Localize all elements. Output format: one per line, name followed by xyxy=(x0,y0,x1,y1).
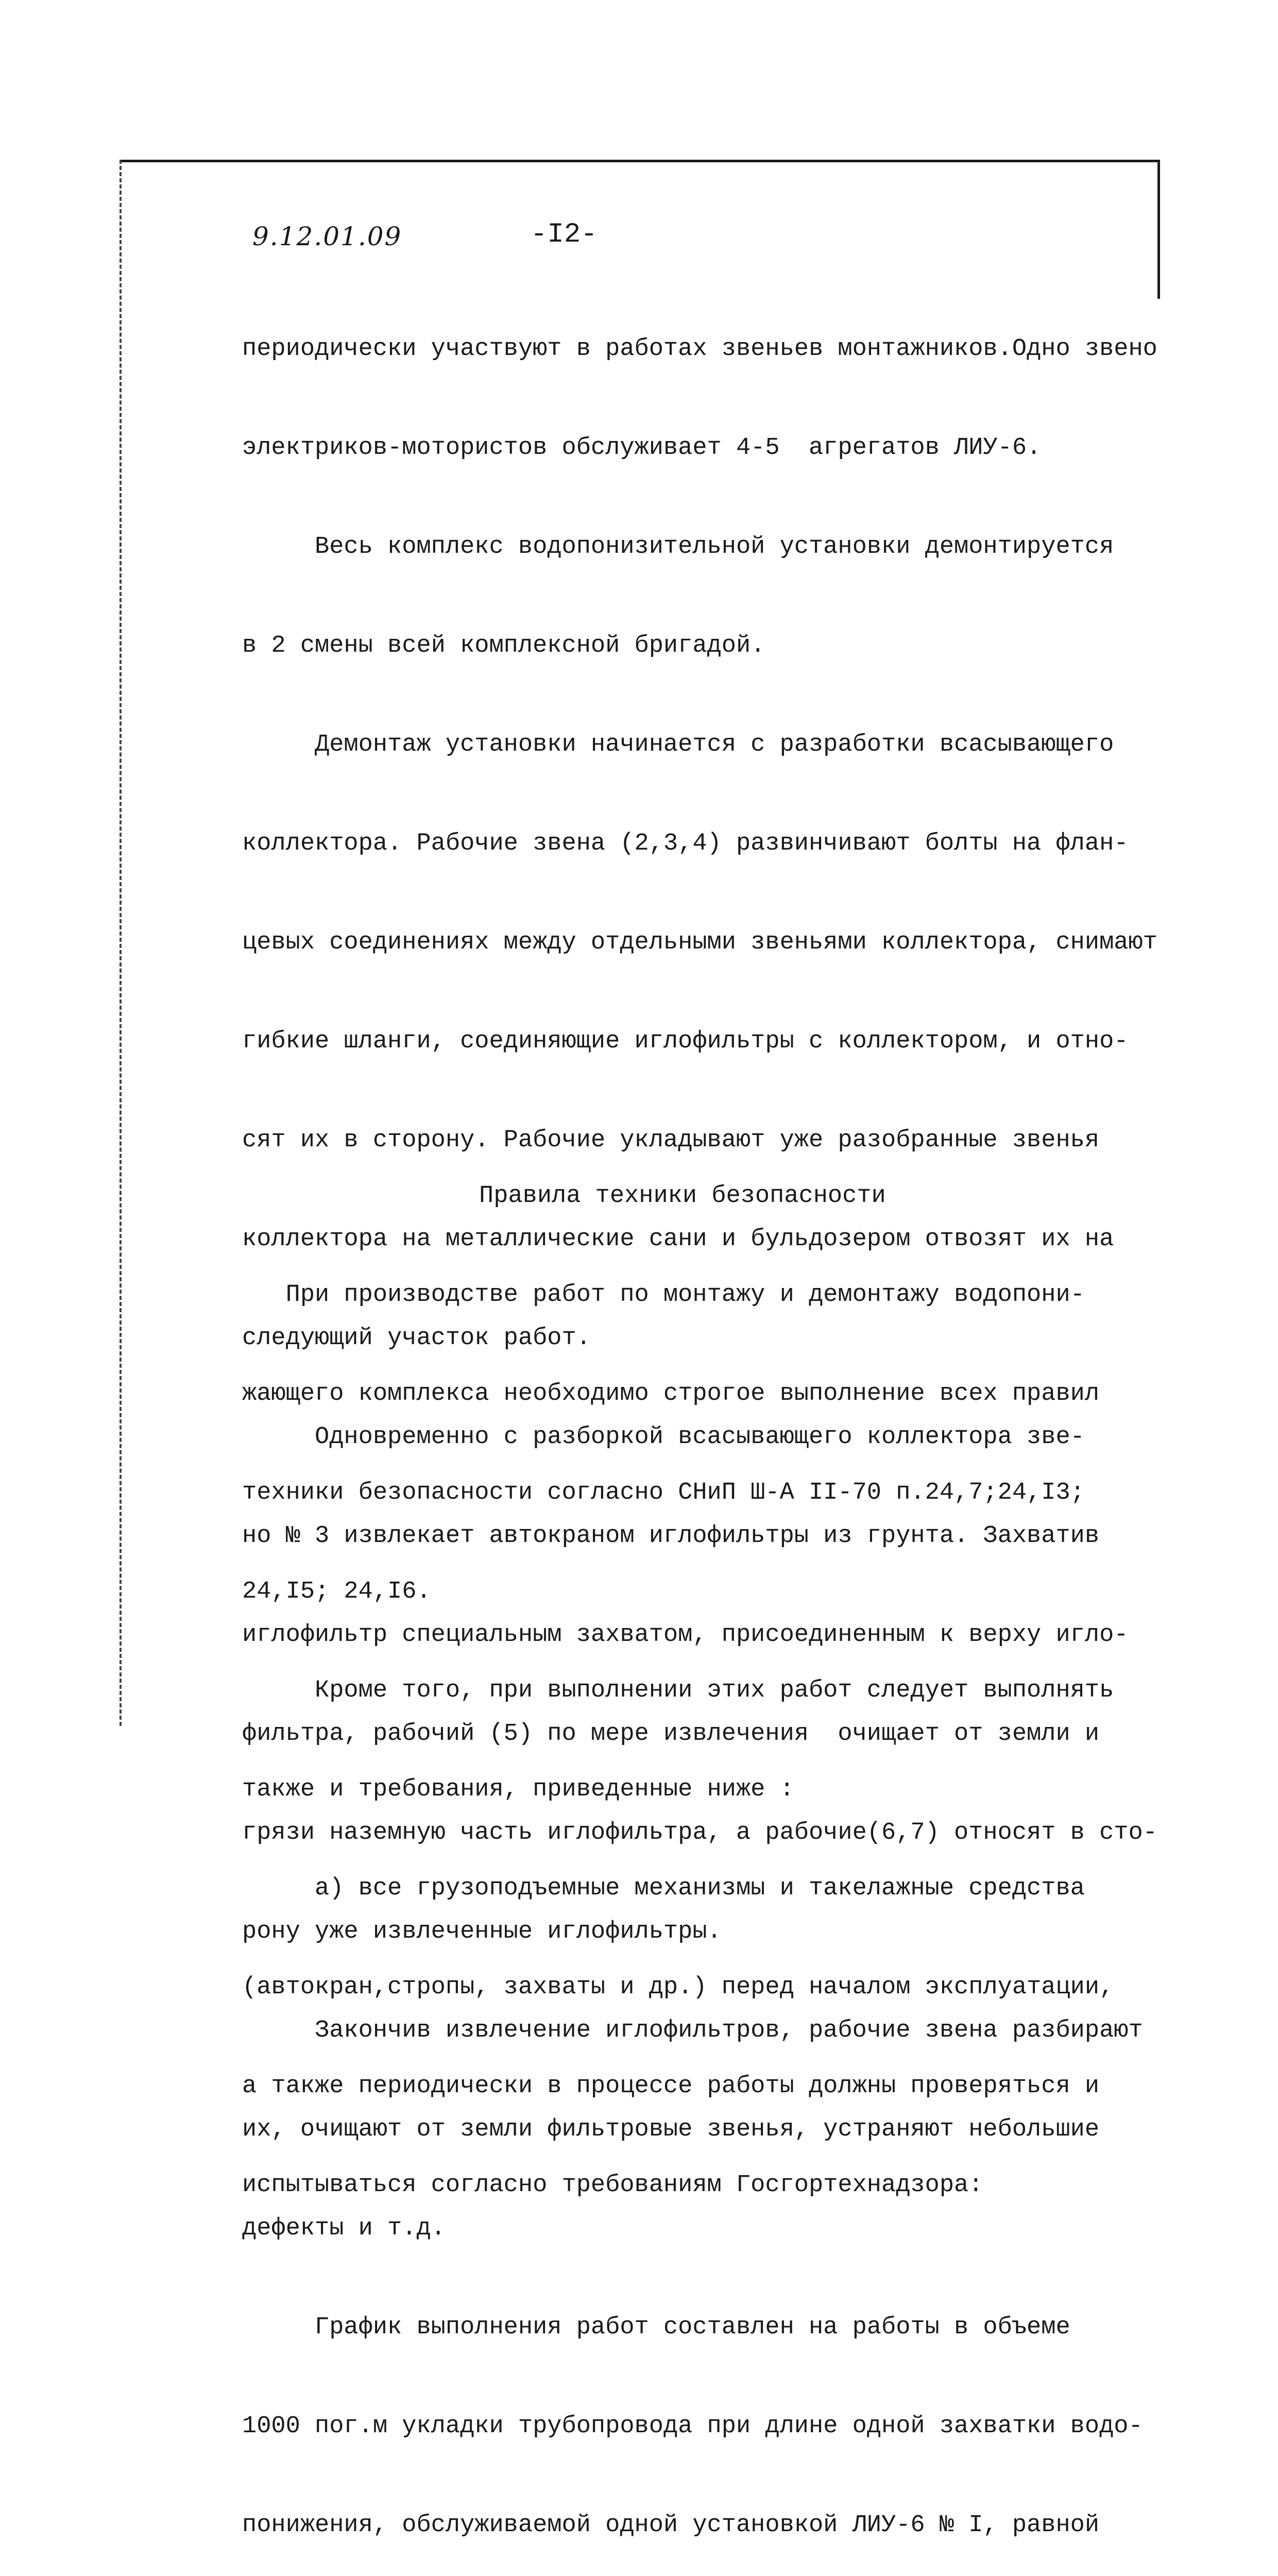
text-line: фильтра, рабочий (5) по мере извлечения очищает от земли и xyxy=(242,1720,1100,1748)
text-line: Демонтаж установки начинается с разработки всасывающего xyxy=(242,731,1114,758)
text-line: График выполнения работ составлен на работы в объеме xyxy=(242,2314,1070,2341)
text-line: грязи наземную часть иглофильтра, а рабочие(6,7) относят в сто- xyxy=(242,1819,1157,1846)
text-line: Кроме того, при выполнении этих работ следует выполнять xyxy=(242,1677,1114,1704)
text-line: периодически участвуют в работах звеньев монтажников.Одно звено xyxy=(242,335,1157,363)
section-heading: Правила техники безопасности xyxy=(479,1182,886,1210)
text-line: 24,I5; 24,I6. xyxy=(242,1578,431,1605)
text-line: коллектора. Рабочие звена (2,3,4) развинчивают болты на флан- xyxy=(242,830,1129,857)
text-line: рону уже извлеченные иглофильтры. xyxy=(242,1918,722,1945)
page-frame-right-border xyxy=(1157,160,1160,299)
text-line: также и требования, приведенные ниже : xyxy=(242,1776,794,1803)
text-line: гибкие шланги, соединяющие иглофильтры с коллектором, и отно- xyxy=(242,1028,1129,1055)
text-line: электриков-мотористов обслуживает 4-5 агрегатов ЛИУ-6. xyxy=(242,434,1042,462)
text-line: а также периодически в процессе работы должны проверяться и xyxy=(242,2073,1100,2100)
document-code: 9.12.01.09 xyxy=(252,222,402,251)
text-line: жающего комплекса необходимо строгое выполнение всех правил xyxy=(242,1380,1100,1408)
safety-section-text xyxy=(242,1213,1157,2235)
text-line: в 2 смены всей комплексной бригадой. xyxy=(242,632,765,659)
text-line: дефекты и т.д. xyxy=(242,2215,446,2242)
page-frame-left-border xyxy=(120,160,122,1726)
text-line: Одновременно с разборкой всасывающего коллектора зве- xyxy=(242,1423,1085,1451)
text-line: иглофильтр специальным захватом, присоединенным к верху игло- xyxy=(242,1621,1129,1649)
text-line: (автокран,стропы, захваты и др.) перед началом эксплуатации, xyxy=(242,1974,1114,2001)
text-line: испытываться согласно требованиям Госгортехнадзора: xyxy=(242,2172,983,2199)
text-line: Весь комплекс водопонизительной установки демонтируется xyxy=(242,533,1114,561)
text-line: техники безопасности согласно СНиП Ш-А II-70 п.24,7;24,I3; xyxy=(242,1479,1085,1506)
page-number: -I2- xyxy=(531,219,598,250)
text-line: понижения, обслуживаемой одной установкой ЛИУ-6 № I, равной xyxy=(242,2512,1100,2539)
text-line: их, очищают от земли фильтровые звенья, устраняют небольшие xyxy=(242,2116,1100,2143)
text-line: но № 3 извлекает автокраном иглофильтры из грунта. Захватив xyxy=(242,1522,1100,1550)
text-line: коллектора на металлические сани и бульдозером отвозят их на xyxy=(242,1226,1114,1253)
text-line: цевых соединениях между отдельными звеньями коллектора, снимают xyxy=(242,929,1157,956)
text-line: сят их в сторону. Рабочие укладывают уже разобранные звенья xyxy=(242,1127,1100,1154)
text-line: 1000 пог.м укладки трубопровода при длине одной захватки водо- xyxy=(242,2413,1143,2440)
text-line: Закончив извлечение иглофильтров, рабочие звена разбирают xyxy=(242,2017,1143,2044)
text-line: следующий участок работ. xyxy=(242,1325,591,1352)
text-line: При производстве работ по монтажу и демонтажу водопони- xyxy=(242,1281,1085,1309)
text-line: а) все грузоподъемные механизмы и такелажные средства xyxy=(242,1875,1085,1902)
page-frame-top-border xyxy=(120,160,1160,162)
